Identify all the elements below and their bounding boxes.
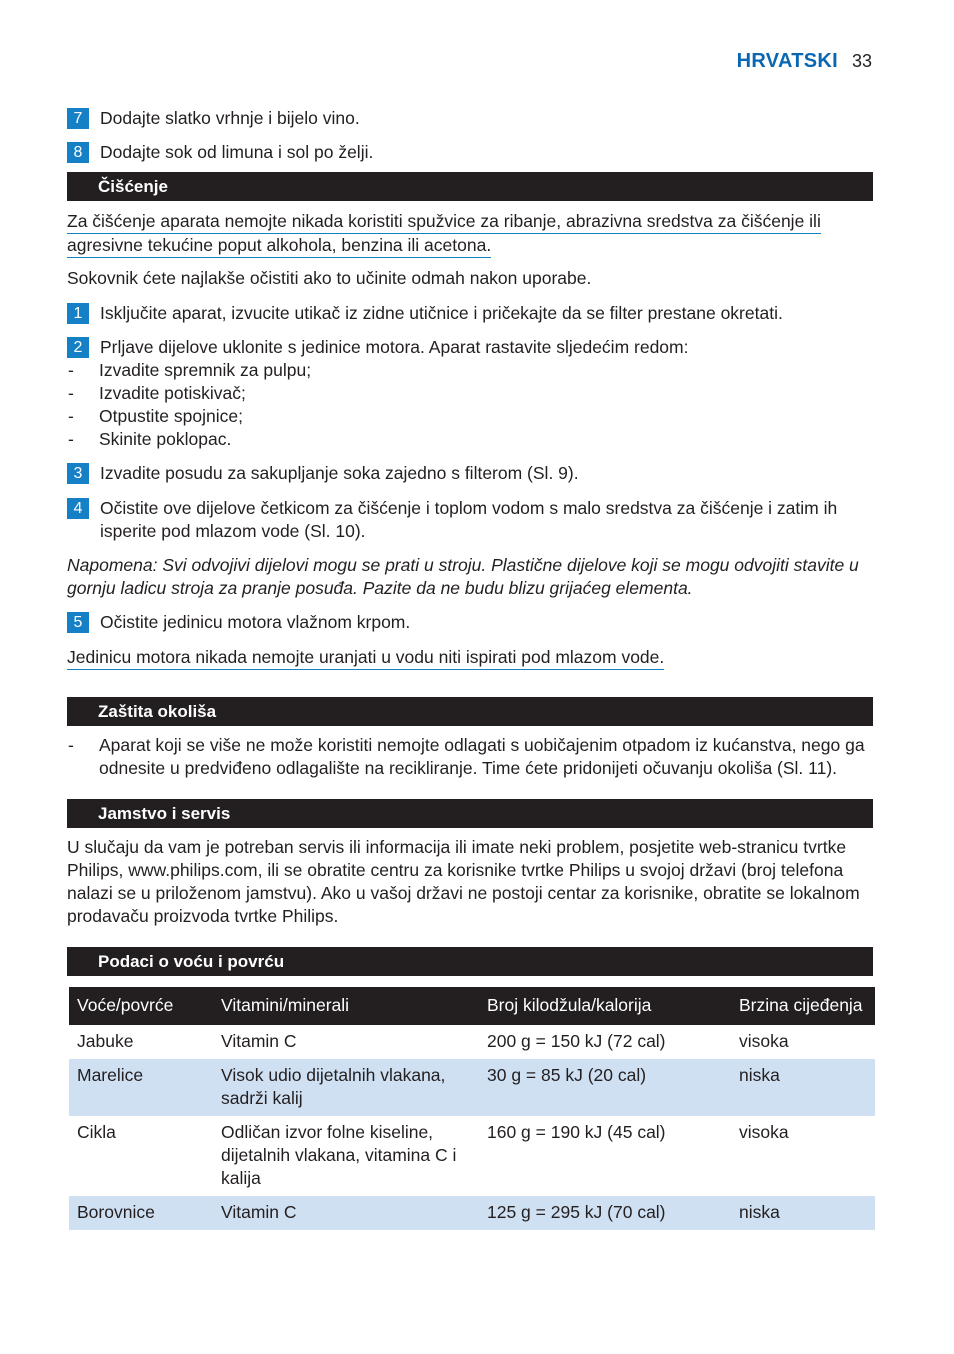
step-7 (67, 107, 873, 130)
step-8 (67, 141, 873, 164)
step-number: 7 (67, 108, 89, 129)
step-5 (67, 611, 873, 634)
table-cell: 30 g = 85 kJ (20 cal) (479, 1059, 731, 1116)
table-cell: Visok udio dijetalnih vlakana, sadrži kalij (213, 1059, 479, 1116)
table-cell: 160 g = 190 kJ (45 cal) (487, 1122, 666, 1142)
table-cell: Vitamin C (213, 1196, 479, 1230)
substep-item: - Izvadite potiskivač; (67, 382, 873, 405)
column-header: Vitamini/minerali (213, 987, 479, 1025)
substep-item: - Skinite poklopac. (67, 428, 873, 451)
guarantee-text (67, 836, 873, 928)
fruit-table (69, 987, 875, 1230)
step-text: Očistite ove dijelove četkicom za čišćenje i toplom vodom s malo sredstva za čišćenje i zatim ih isperite pod mlazom vode (Sl. 10). (100, 498, 838, 541)
cleaning-warning (67, 209, 873, 257)
environment-text: - Aparat koji se više ne može koristiti nemojte odlagati s uobičajenim otpadom iz kućanstva, nego ga odnesite u predviđeno odlagalište na recikliranje. Time ćete pridonijeti očuvanju okoliša (Sl. 11). (67, 734, 873, 780)
table-cell: niska (731, 1059, 875, 1116)
philips-website-link[interactable]: www.philips.com (128, 860, 258, 880)
table-header-row (69, 987, 875, 1025)
table-row (69, 1196, 875, 1230)
warning-text: Za čišćenje aparata nemojte nikada koristiti spužvice za ribanje, abrazivna sredstva za čišćenje ili agresivne tekućine poput alkohola, benzina ili acetona. (67, 211, 821, 258)
guarantee-text-start: U slučaju da vam je potreban servis ili informacija ili imate neki problem, posjetite web-stranicu tvrtke Philips, (67, 837, 847, 880)
step-number: 3 (67, 463, 89, 484)
step-1 (67, 302, 873, 325)
table-cell: 125 g = 295 kJ (70 cal) (479, 1196, 731, 1230)
substep-item: - Izvadite spremnik za pulpu; (67, 359, 873, 382)
step-text: Izvadite posudu za sakupljanje soka zajedno s filterom (Sl. 9). (100, 463, 579, 483)
step-4 (67, 497, 873, 543)
table-row (69, 1059, 875, 1116)
column-header: Brzina cijeđenja (731, 987, 875, 1025)
page-header (737, 48, 872, 74)
substep-item: - Otpustite spojnice; (67, 405, 873, 428)
step-text: Prljave dijelove uklonite s jedinice motora. Aparat rastavite sljedećim redom: (100, 337, 689, 357)
step-text: Dodajte slatko vrhnje i bijelo vino. (100, 108, 360, 128)
step-text: Očistite jedinicu motora vlažnom krpom. (100, 612, 411, 632)
page-content (67, 107, 873, 1230)
table-cell: 200 g = 150 kJ (72 cal) (487, 1031, 666, 1051)
step-text: Dodajte sok od limuna i sol po želji. (100, 142, 374, 162)
table-cell: niska (731, 1196, 875, 1230)
table-cell: Marelice (69, 1059, 213, 1116)
section-cleaning-title: Čišćenje (67, 172, 873, 201)
page-number: 33 (851, 50, 872, 71)
table-row (69, 1025, 875, 1059)
table-cell: visoka (739, 1031, 789, 1051)
table-cell: Borovnice (69, 1196, 213, 1230)
column-header: Voće/povrće (69, 987, 213, 1025)
table-cell: Odličan izvor folne kiseline, dijetalnih vlakana, vitamina C i kalija (221, 1122, 457, 1188)
cleaning-intro: Sokovnik ćete najlakše očistiti ako to učinite odmah nakon uporabe. (67, 268, 592, 288)
step-number: 1 (67, 303, 89, 324)
section-environment-title: Zaštita okoliša (67, 697, 873, 726)
table-cell: Vitamin C (221, 1031, 297, 1051)
table-cell: visoka (739, 1122, 789, 1142)
column-header: Broj kilodžula/kalorija (479, 987, 731, 1025)
step-2 (67, 336, 873, 359)
motor-warning (67, 645, 873, 669)
guarantee-text-end: , ili se obratite centru za korisnike tvrtke Philips u svojoj državi (broj telefona nalazi se u priloženom jamstvu). Ako u vašoj državi ne postoji centar za korisnike, obratite se lokalnom prodavaču proizvoda tvrtke Philips. (67, 860, 860, 926)
step-number: 8 (67, 142, 89, 163)
warning-text: Jedinicu motora nikada nemojte uranjati u vodu niti ispirati pod mlazom vode. (67, 647, 664, 670)
section-fruit-title: Podaci o voću i povrću (67, 947, 873, 976)
section-guarantee-title: Jamstvo i servis (67, 799, 873, 828)
table-cell: Jabuke (77, 1031, 134, 1051)
step-number: 2 (67, 337, 89, 358)
language-label: HRVATSKI (736, 49, 838, 72)
table-cell: Cikla (77, 1122, 116, 1142)
cleaning-note: Napomena: Svi odvojivi dijelovi mogu se prati u stroju. Plastične dijelove koji se mogu odvojiti stavite u gornju ladicu stroja za pranje posuđa. Pazite da ne budu blizu grijaćeg elementa. (67, 555, 859, 598)
step-3 (67, 462, 873, 485)
step-number: 4 (67, 498, 89, 519)
step-number: 5 (67, 612, 89, 633)
step-text: Isključite aparat, izvucite utikač iz zidne utičnice i pričekajte da se filter prestane okretati. (100, 303, 783, 323)
table-row (69, 1116, 875, 1196)
